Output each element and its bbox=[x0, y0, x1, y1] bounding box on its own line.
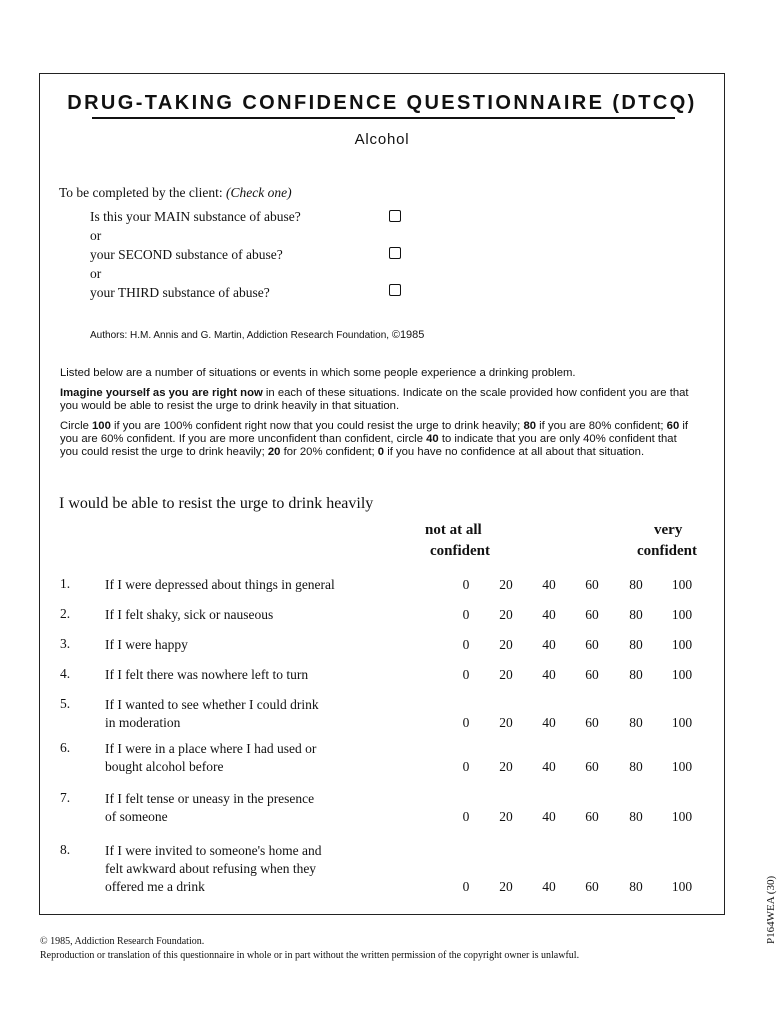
scale-option-20[interactable]: 20 bbox=[499, 637, 513, 652]
scale-option-40[interactable]: 40 bbox=[542, 667, 556, 682]
scale-option-80[interactable]: 80 bbox=[629, 577, 643, 592]
client-intro-text: To be completed by the client: bbox=[59, 185, 223, 200]
scale-option-0[interactable]: 0 bbox=[462, 607, 470, 622]
or-separator: or bbox=[90, 228, 102, 243]
scale-option-20[interactable]: 20 bbox=[499, 715, 513, 730]
instructions-intro: Listed below are a number of situations or events in which some people experience a drinking problem. bbox=[60, 367, 576, 379]
instr-value: 0 bbox=[377, 446, 385, 458]
item-text-line: If I were invited to someone's home and bbox=[105, 843, 322, 858]
item-text-line: If I were happy bbox=[105, 637, 188, 652]
instr-text: if you are 80% confident; bbox=[536, 420, 667, 432]
instructions-scale bbox=[60, 420, 690, 459]
client-intro-note: (Check one) bbox=[226, 185, 292, 200]
item-text-line: of someone bbox=[105, 809, 168, 824]
scale-label-low-2: confident bbox=[430, 543, 490, 559]
option-second-label: your SECOND substance of abuse? bbox=[90, 247, 283, 262]
scale-option-20[interactable]: 20 bbox=[499, 809, 513, 824]
instructions-imagine bbox=[60, 387, 690, 413]
scale-option-20[interactable]: 20 bbox=[499, 667, 513, 682]
item-text bbox=[105, 606, 273, 624]
scale-option-80[interactable]: 80 bbox=[629, 667, 643, 682]
item-number: 6. bbox=[60, 740, 71, 755]
scale-label-high-1: very bbox=[654, 522, 683, 538]
instr-text: Circle bbox=[60, 420, 93, 432]
item-text bbox=[105, 740, 316, 776]
item-number: 1. bbox=[60, 576, 71, 591]
form-code: P164WEA (30) bbox=[765, 875, 777, 944]
item-text-line: in moderation bbox=[105, 715, 181, 730]
footer-copyright: © 1985, Addiction Research Foundation. bbox=[40, 936, 205, 947]
scale-option-20[interactable]: 20 bbox=[499, 759, 513, 774]
item-number: 3. bbox=[60, 636, 71, 651]
item-text-line: If I felt there was nowhere left to turn bbox=[105, 667, 309, 682]
option-second-checkbox[interactable] bbox=[389, 247, 401, 259]
scale-option-80[interactable]: 80 bbox=[629, 607, 643, 622]
instr-text: for 20% confident; bbox=[280, 446, 378, 458]
scale-option-60[interactable]: 60 bbox=[585, 607, 599, 622]
scale-label-high-2: confident bbox=[637, 543, 697, 559]
scale-option-80[interactable]: 80 bbox=[629, 715, 643, 730]
scale-option-40[interactable]: 40 bbox=[542, 607, 556, 622]
item-text-line: If I felt tense or uneasy in the presence bbox=[105, 791, 315, 806]
item-text-line: If I felt shaky, sick or nauseous bbox=[105, 607, 274, 622]
item-text-line: felt awkward about refusing when they bbox=[105, 861, 317, 876]
copyright-symbol: © bbox=[391, 329, 400, 341]
scale-option-100[interactable]: 100 bbox=[671, 715, 693, 730]
instr-text: if you are 100% confident right now that you could resist the urge to drink heavily; bbox=[110, 420, 524, 432]
instr-value: 20 bbox=[267, 446, 281, 458]
item-text bbox=[105, 842, 322, 896]
instr-value: 60 bbox=[666, 420, 680, 432]
scale-option-100[interactable]: 100 bbox=[671, 879, 693, 894]
instr-text: if you are 60% confident. If you are more unconfident than confident, circle bbox=[60, 420, 689, 445]
item-number: 8. bbox=[60, 842, 71, 857]
option-third-label: your THIRD substance of abuse? bbox=[90, 285, 270, 300]
scale-option-80[interactable]: 80 bbox=[629, 637, 643, 652]
scale-option-100[interactable]: 100 bbox=[671, 667, 693, 682]
instructions-imagine-rest: in each of these situations. Indicate on the scale provided how confident you are that you would be able to resist the urge to drink heavily in that situation. bbox=[60, 387, 689, 412]
instructions-imagine-bold: Imagine yourself as you are right now bbox=[60, 387, 263, 399]
authors-text: Authors: H.M. Annis and G. Martin, Addiction Research Foundation, bbox=[90, 330, 390, 341]
title-underline bbox=[92, 117, 675, 119]
item-text bbox=[105, 576, 335, 594]
scale-option-0[interactable]: 0 bbox=[462, 667, 470, 682]
scale-option-60[interactable]: 60 bbox=[585, 879, 599, 894]
scale-option-20[interactable]: 20 bbox=[499, 607, 513, 622]
scale-option-0[interactable]: 0 bbox=[462, 759, 470, 774]
authors-credit bbox=[90, 329, 424, 341]
scale-option-100[interactable]: 100 bbox=[671, 809, 693, 824]
scale-option-40[interactable]: 40 bbox=[542, 715, 556, 730]
item-text-line: bought alcohol before bbox=[105, 759, 224, 774]
document-title: DRUG-TAKING CONFIDENCE QUESTIONNAIRE (DTCQ) bbox=[67, 92, 697, 114]
instr-value: 40 bbox=[426, 433, 439, 445]
scale-option-40[interactable]: 40 bbox=[542, 809, 556, 824]
item-text bbox=[105, 666, 308, 684]
scale-option-60[interactable]: 60 bbox=[585, 809, 599, 824]
item-number: 4. bbox=[60, 666, 71, 681]
document-subtitle: Alcohol bbox=[354, 131, 410, 148]
scale-option-0[interactable]: 0 bbox=[462, 809, 470, 824]
scale-option-0[interactable]: 0 bbox=[462, 577, 470, 592]
scale-option-60[interactable]: 60 bbox=[585, 715, 599, 730]
authors-year: 1985 bbox=[399, 329, 425, 341]
scale-option-40[interactable]: 40 bbox=[542, 637, 556, 652]
scale-option-100[interactable]: 100 bbox=[671, 577, 693, 592]
client-intro bbox=[59, 185, 292, 201]
scale-option-60[interactable]: 60 bbox=[585, 667, 599, 682]
scale-option-80[interactable]: 80 bbox=[629, 879, 643, 894]
item-number: 7. bbox=[60, 790, 71, 805]
scale-option-60[interactable]: 60 bbox=[585, 577, 599, 592]
scale-option-80[interactable]: 80 bbox=[629, 809, 643, 824]
scale-option-60[interactable]: 60 bbox=[585, 759, 599, 774]
instr-value: 80 bbox=[523, 420, 537, 432]
item-text bbox=[105, 636, 188, 654]
item-text-line: If I wanted to see whether I could drink bbox=[105, 697, 319, 712]
scale-option-100[interactable]: 100 bbox=[671, 759, 693, 774]
instr-text: to indicate that you are only 40% confident that you could resist the urge to drink heavily; bbox=[60, 433, 677, 458]
or-separator: or bbox=[90, 266, 102, 281]
scale-option-80[interactable]: 80 bbox=[629, 759, 643, 774]
option-third-checkbox[interactable] bbox=[389, 284, 401, 296]
scale-option-0[interactable]: 0 bbox=[462, 879, 470, 894]
scale-option-0[interactable]: 0 bbox=[462, 637, 470, 652]
item-text-line: If I were depressed about things in general bbox=[105, 577, 335, 592]
item-number: 2. bbox=[60, 606, 71, 621]
item-text-line: offered me a drink bbox=[105, 879, 205, 894]
item-text bbox=[105, 696, 319, 732]
questionnaire-heading: I would be able to resist the urge to drink heavily bbox=[59, 495, 374, 512]
option-main-label: Is this your MAIN substance of abuse? bbox=[90, 209, 301, 224]
item-text-line: If I were in a place where I had used or bbox=[105, 741, 317, 756]
scale-option-100[interactable]: 100 bbox=[671, 607, 693, 622]
item-number: 5. bbox=[60, 696, 71, 711]
scale-option-100[interactable]: 100 bbox=[671, 637, 693, 652]
footer-notice: Reproduction or translation of this questionnaire in whole or in part without the written permission of the copyright owner is unlawful. bbox=[40, 950, 580, 961]
instr-value: 100 bbox=[92, 420, 111, 432]
scale-option-40[interactable]: 40 bbox=[542, 759, 556, 774]
scale-option-20[interactable]: 20 bbox=[499, 879, 513, 894]
scale-option-40[interactable]: 40 bbox=[542, 879, 556, 894]
scale-option-20[interactable]: 20 bbox=[499, 577, 513, 592]
scale-option-60[interactable]: 60 bbox=[585, 637, 599, 652]
item-text bbox=[105, 790, 314, 826]
scale-label-low-1: not at all bbox=[425, 522, 482, 538]
scale-option-40[interactable]: 40 bbox=[542, 577, 556, 592]
scale-option-0[interactable]: 0 bbox=[462, 715, 470, 730]
option-main-checkbox[interactable] bbox=[389, 210, 401, 222]
instr-text: if you have no confidence at all about that situation. bbox=[384, 446, 645, 458]
